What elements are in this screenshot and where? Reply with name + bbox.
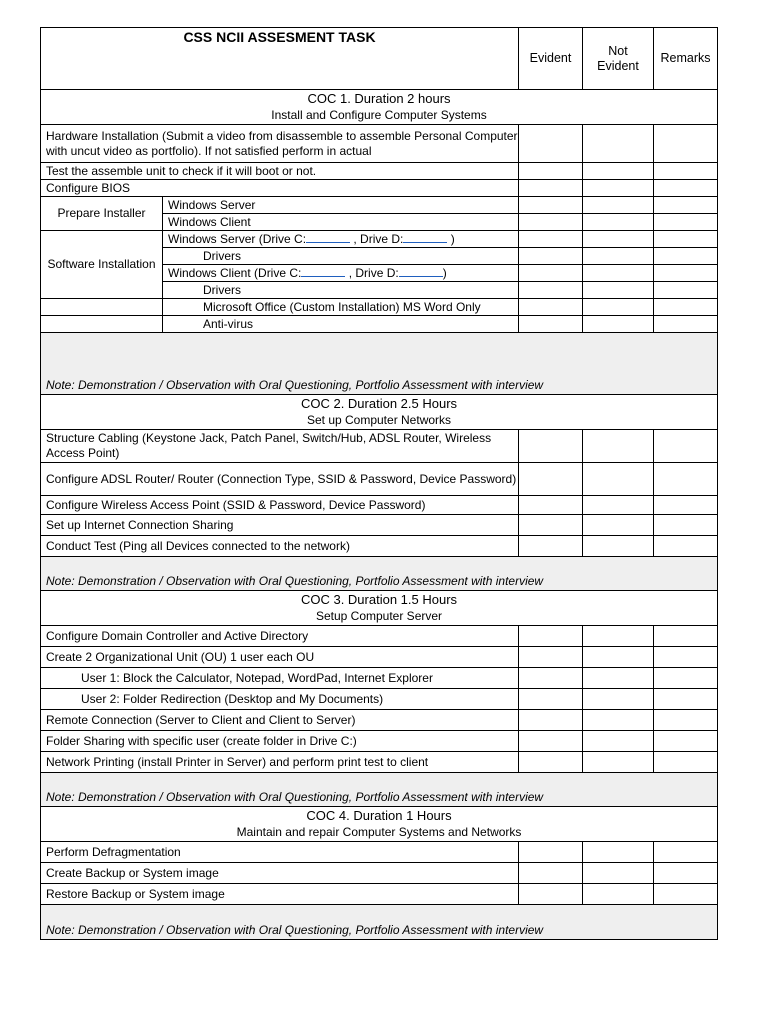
not-evident-cell[interactable] (583, 689, 654, 710)
remarks-cell[interactable] (654, 180, 718, 197)
not-evident-cell[interactable] (583, 496, 654, 515)
table-row (41, 430, 718, 463)
coc3-heading (41, 591, 718, 626)
empty-label-cell (41, 299, 163, 316)
not-evident-cell[interactable] (583, 710, 654, 731)
coc2-note: Note: Demonstration / Observation with Oral Questioning, Portfolio Assessment with interview (41, 557, 718, 591)
task-configure-bios: Configure BIOS (41, 180, 519, 197)
coc1-subtitle: Install and Configure Computer Systems (271, 108, 487, 122)
not-evident-cell[interactable] (583, 863, 654, 884)
wc-drive-suffix: ) (442, 266, 447, 280)
remarks-cell[interactable] (654, 496, 718, 515)
table-row (41, 884, 718, 905)
remarks-cell[interactable] (654, 647, 718, 668)
evident-cell[interactable] (519, 668, 583, 689)
evident-cell[interactable] (519, 430, 583, 463)
not-evident-cell[interactable] (583, 430, 654, 463)
drive-c-blank[interactable] (301, 265, 345, 277)
task-user2-redirection: User 2: Folder Redirection (Desktop and My Documents) (41, 689, 519, 710)
evident-cell[interactable] (519, 248, 583, 265)
table-row (41, 197, 718, 214)
evident-cell[interactable] (519, 125, 583, 163)
task-configure-router: Configure ADSL Router/ Router (Connection Type, SSID & Password, Device Password) (41, 463, 519, 496)
header-row (41, 28, 718, 90)
not-evident-cell[interactable] (583, 299, 654, 316)
evident-cell[interactable] (519, 265, 583, 282)
remarks-cell[interactable] (654, 689, 718, 710)
task-ms-office: Microsoft Office (Custom Installation) MS Word Only (163, 299, 519, 316)
coc2-subtitle: Set up Computer Networks (306, 413, 452, 427)
remarks-cell[interactable] (654, 430, 718, 463)
remarks-cell[interactable] (654, 515, 718, 536)
task-client-drivers: Drivers (163, 282, 519, 299)
not-evident-cell[interactable] (583, 125, 654, 163)
remarks-cell[interactable] (654, 265, 718, 282)
task-network-printing: Network Printing (install Printer in Server) and perform print test to client (41, 752, 519, 773)
coc2-note-row (41, 557, 718, 591)
coc1-heading (41, 90, 718, 125)
remarks-cell[interactable] (654, 163, 718, 180)
coc4-subtitle: Maintain and repair Computer Systems and Networks (236, 825, 522, 839)
table-row (41, 496, 718, 515)
prepare-installer-label: Prepare Installer (41, 197, 163, 231)
not-evident-cell[interactable] (583, 316, 654, 333)
evident-cell[interactable] (519, 689, 583, 710)
table-row (41, 752, 718, 773)
table-row (41, 863, 718, 884)
task-user1-block: User 1: Block the Calculator, Notepad, WordPad, Internet Explorer (41, 668, 519, 689)
ws-drive-prefix: Windows Server (Drive C: (168, 232, 307, 246)
wc-drive-mid: , Drive D: (348, 266, 399, 280)
evident-cell[interactable] (519, 231, 583, 248)
coc4-note-row (41, 905, 718, 940)
remarks-cell[interactable] (654, 197, 718, 214)
evident-cell[interactable] (519, 163, 583, 180)
coc3-note-row (41, 773, 718, 807)
coc3-heading-row (41, 591, 718, 626)
task-test-assemble: Test the assemble unit to check if it will boot or not. (41, 163, 519, 180)
remarks-cell[interactable] (654, 248, 718, 265)
task-create-ou: Create 2 Organizational Unit (OU) 1 user each OU (41, 647, 519, 668)
task-antivirus: Anti-virus (163, 316, 519, 333)
task-defragmentation: Perform Defragmentation (41, 842, 519, 863)
ws-drive-suffix: ) (450, 232, 455, 246)
not-evident-cell[interactable] (583, 214, 654, 231)
table-row (41, 842, 718, 863)
remarks-cell[interactable] (654, 668, 718, 689)
evident-cell[interactable] (519, 316, 583, 333)
table-row (41, 231, 718, 248)
remarks-cell[interactable] (654, 842, 718, 863)
task-hardware-installation: Hardware Installation (Submit a video from disassemble to assemble Personal Computer with uncut video as portfolio). If not satisfied perform in actual (41, 125, 519, 163)
not-evident-cell[interactable] (583, 463, 654, 496)
evident-cell[interactable] (519, 463, 583, 496)
evident-cell[interactable] (519, 496, 583, 515)
drive-d-blank[interactable] (399, 265, 443, 277)
table-row (41, 731, 718, 752)
remarks-cell[interactable] (654, 731, 718, 752)
not-evident-cell[interactable] (583, 282, 654, 299)
evident-cell[interactable] (519, 863, 583, 884)
table-row (41, 647, 718, 668)
not-evident-cell[interactable] (583, 265, 654, 282)
not-evident-cell[interactable] (583, 731, 654, 752)
remarks-cell[interactable] (654, 884, 718, 905)
drive-d-blank[interactable] (403, 231, 447, 243)
software-installation-label: Software Installation (41, 231, 163, 299)
task-create-backup: Create Backup or System image (41, 863, 519, 884)
evident-cell[interactable] (519, 884, 583, 905)
evident-cell[interactable] (519, 647, 583, 668)
coc1-heading-row (41, 90, 718, 125)
table-row (41, 180, 718, 197)
table-row (41, 515, 718, 536)
coc1-note: Note: Demonstration / Observation with Oral Questioning, Portfolio Assessment with interview (41, 333, 718, 395)
coc4-heading-row (41, 807, 718, 842)
not-evident-cell[interactable] (583, 626, 654, 647)
table-row (41, 316, 718, 333)
not-evident-cell[interactable] (583, 248, 654, 265)
not-evident-header-line1: Not (608, 43, 628, 58)
task-domain-controller: Configure Domain Controller and Active Directory (41, 626, 519, 647)
evident-header: Evident (519, 28, 583, 90)
remarks-cell[interactable] (654, 710, 718, 731)
task-windows-client: Windows Client (163, 214, 519, 231)
table-row (41, 710, 718, 731)
remarks-cell[interactable] (654, 536, 718, 557)
not-evident-cell[interactable] (583, 536, 654, 557)
remarks-cell[interactable] (654, 316, 718, 333)
coc4-heading (41, 807, 718, 842)
table-row (41, 668, 718, 689)
not-evident-cell[interactable] (583, 842, 654, 863)
ws-drive-mid: , Drive D: (353, 232, 404, 246)
evident-cell[interactable] (519, 180, 583, 197)
evident-cell[interactable] (519, 842, 583, 863)
evident-cell[interactable] (519, 214, 583, 231)
task-configure-wap: Configure Wireless Access Point (SSID & Password, Device Password) (41, 496, 519, 515)
task-restore-backup: Restore Backup or System image (41, 884, 519, 905)
task-windows-server: Windows Server (163, 197, 519, 214)
not-evident-cell[interactable] (583, 197, 654, 214)
remarks-cell[interactable] (654, 282, 718, 299)
evident-cell[interactable] (519, 282, 583, 299)
evident-cell[interactable] (519, 626, 583, 647)
task-remote-connection: Remote Connection (Server to Client and Client to Server) (41, 710, 519, 731)
coc2-heading-row (41, 395, 718, 430)
remarks-cell[interactable] (654, 214, 718, 231)
task-conduct-test: Conduct Test (Ping all Devices connected to the network) (41, 536, 519, 557)
task-windows-client-drives (163, 265, 519, 282)
coc3-subtitle: Setup Computer Server (315, 609, 443, 623)
task-windows-server-drives (163, 231, 519, 248)
evident-cell[interactable] (519, 731, 583, 752)
not-evident-cell[interactable] (583, 752, 654, 773)
assessment-table (40, 27, 718, 940)
task-server-drivers: Drivers (163, 248, 519, 265)
page-title: CSS NCII ASSESMENT TASK (41, 28, 519, 90)
not-evident-header (583, 28, 654, 90)
table-row (41, 536, 718, 557)
not-evident-cell[interactable] (583, 647, 654, 668)
coc1-title: COC 1. Duration 2 hours (307, 91, 451, 106)
coc4-note: Note: Demonstration / Observation with Oral Questioning, Portfolio Assessment with interview (41, 905, 718, 940)
coc2-heading (41, 395, 718, 430)
drive-c-blank[interactable] (306, 231, 350, 243)
remarks-cell[interactable] (654, 231, 718, 248)
not-evident-cell[interactable] (583, 668, 654, 689)
table-row (41, 163, 718, 180)
evident-cell[interactable] (519, 515, 583, 536)
not-evident-cell[interactable] (583, 180, 654, 197)
remarks-cell[interactable] (654, 125, 718, 163)
not-evident-cell[interactable] (583, 884, 654, 905)
empty-label-cell (41, 316, 163, 333)
task-internet-sharing: Set up Internet Connection Sharing (41, 515, 519, 536)
coc3-note: Note: Demonstration / Observation with Oral Questioning, Portfolio Assessment with interview (41, 773, 718, 807)
coc4-title: COC 4. Duration 1 Hours (306, 808, 452, 823)
table-row (41, 463, 718, 496)
task-structure-cabling: Structure Cabling (Keystone Jack, Patch Panel, Switch/Hub, ADSL Router, Wireless Access Point) (41, 430, 519, 463)
coc3-title: COC 3. Duration 1.5 Hours (300, 592, 458, 607)
evident-cell[interactable] (519, 710, 583, 731)
coc2-title: COC 2. Duration 2.5 Hours (300, 396, 458, 411)
coc1-note-row (41, 333, 718, 395)
remarks-cell[interactable] (654, 626, 718, 647)
table-row (41, 689, 718, 710)
table-row (41, 125, 718, 163)
remarks-cell[interactable] (654, 752, 718, 773)
remarks-header: Remarks (654, 28, 718, 90)
not-evident-header-line2: Evident (597, 58, 639, 73)
task-folder-sharing: Folder Sharing with specific user (create folder in Drive C:) (41, 731, 519, 752)
table-row (41, 626, 718, 647)
evident-cell[interactable] (519, 752, 583, 773)
not-evident-cell[interactable] (583, 515, 654, 536)
remarks-cell[interactable] (654, 299, 718, 316)
remarks-cell[interactable] (654, 463, 718, 496)
not-evident-cell[interactable] (583, 231, 654, 248)
evident-cell[interactable] (519, 299, 583, 316)
remarks-cell[interactable] (654, 863, 718, 884)
wc-drive-prefix: Windows Client (Drive C: (168, 266, 302, 280)
not-evident-cell[interactable] (583, 163, 654, 180)
table-row (41, 299, 718, 316)
evident-cell[interactable] (519, 197, 583, 214)
evident-cell[interactable] (519, 536, 583, 557)
